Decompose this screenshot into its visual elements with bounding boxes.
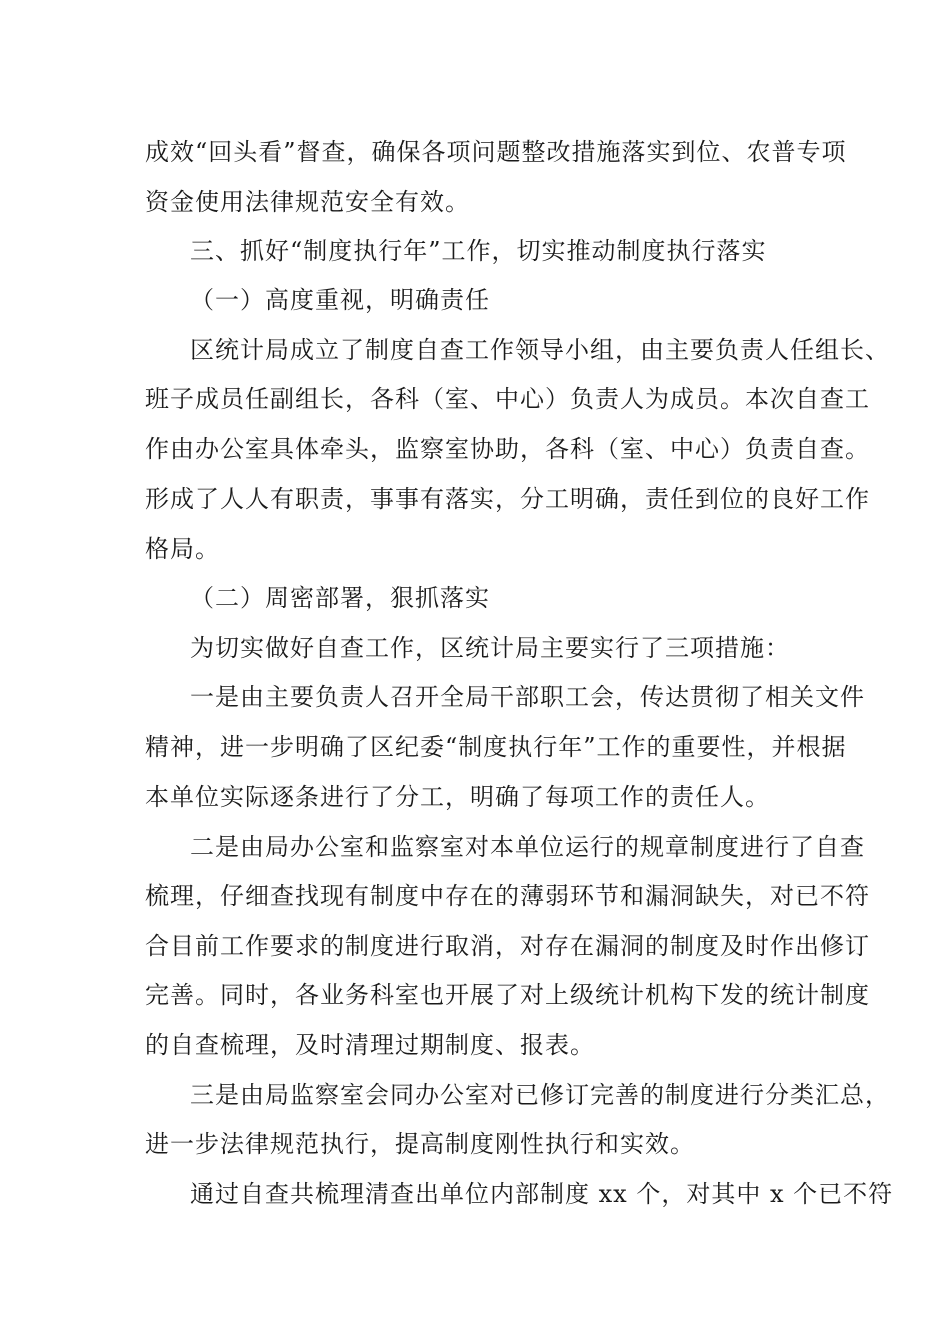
paragraph-line: 二是由局办公室和监察室对本单位运行的规章制度进行了自查 (190, 833, 865, 861)
paragraph-line: 区统计局成立了制度自查工作领导小组，由主要负责人任组长、 (190, 336, 890, 364)
paragraph-line: 完善。同时，各业务科室也开展了对上级统计机构下发的统计制度 (145, 981, 870, 1009)
paragraph-line: 合目前工作要求的制度进行取消，对存在漏洞的制度及时作出修订 (145, 932, 870, 960)
paragraph-line: 三是由局监察室会同办公室对已修订完善的制度进行分类汇总， (190, 1081, 890, 1109)
paragraph-line: 班子成员任副组长，各科（室、中心）负责人为成员。本次自查工 (145, 385, 870, 413)
paragraph-line: 精神，进一步明确了区纪委“制度执行年”工作的重要性，并根据 (145, 733, 847, 761)
section-heading: 三、抓好“制度执行年”工作，切实推动制度执行落实 (190, 237, 767, 265)
paragraph-line: 成效“回头看”督查，确保各项问题整改措施落实到位、农普专项 (145, 138, 847, 166)
paragraph-line: 进一步法律规范执行，提高制度刚性执行和实效。 (145, 1130, 695, 1158)
paragraph-line: 梳理，仔细查找现有制度中存在的薄弱环节和漏洞缺失，对已不符 (145, 882, 870, 910)
paragraph-line: 为切实做好自查工作，区统计局主要实行了三项措施： (190, 634, 790, 662)
paragraph-line: 的自查梳理，及时清理过期制度、报表。 (145, 1031, 595, 1059)
paragraph-line: 作由办公室具体牵头，监察室协助，各科（室、中心）负责自查。 (145, 435, 870, 463)
paragraph-line: 本单位实际逐条进行了分工，明确了每项工作的责任人。 (145, 783, 770, 811)
paragraph-line: 一是由主要负责人召开全局干部职工会，传达贯彻了相关文件 (190, 683, 865, 711)
paragraph-line: 形成了人人有职责，事事有落实，分工明确，责任到位的良好工作 (145, 485, 870, 513)
subsection-heading: （一）高度重视，明确责任 (190, 286, 490, 314)
subsection-heading: （二）周密部署，狠抓落实 (190, 584, 490, 612)
paragraph-line: 通过自查共梳理清查出单位内部制度 xx 个，对其中 x 个已不符 (190, 1180, 894, 1208)
paragraph-line: 资金使用法律规范安全有效。 (145, 188, 470, 216)
paragraph-line: 格局。 (145, 535, 220, 563)
